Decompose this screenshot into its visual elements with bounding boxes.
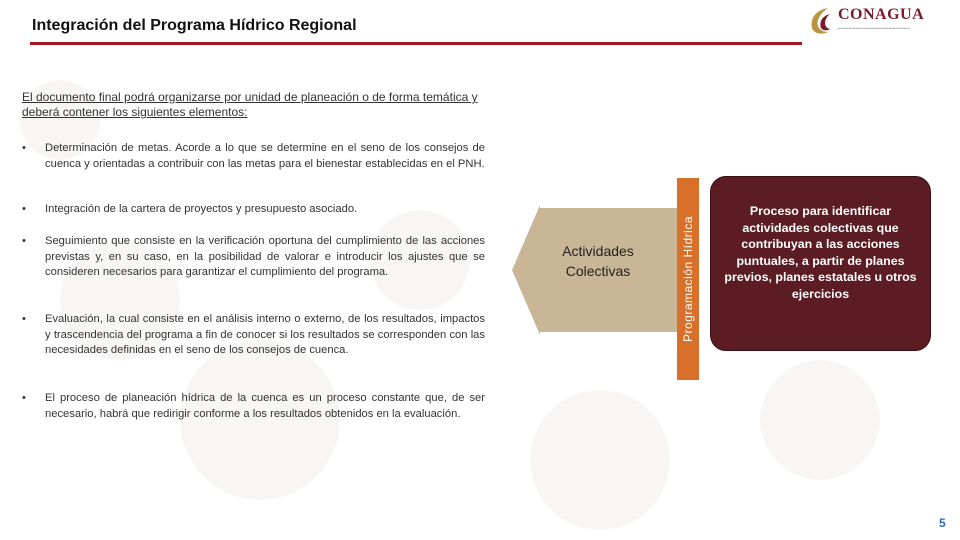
bullet-icon: • (22, 203, 26, 215)
page-title: Integración del Programa Hídrico Regional (32, 17, 357, 34)
conagua-logo (806, 4, 956, 38)
list-item: • Determinación de metas. Acorde a lo que se determine en el seno de los consejos de cuenca y orientadas a contribuir con las metas para el bienestar establecidas en el PNH. (22, 142, 485, 170)
bullet-icon: • (22, 313, 26, 325)
intro-paragraph: El documento final podrá organizarse por unidad de planeación o de forma temática y deberá contener los siguientes elementos: (22, 90, 478, 119)
conagua-emblem-icon (806, 4, 836, 36)
page-number: 5 (939, 516, 946, 530)
list-item: • Seguimiento que consiste en la verificación oportuna del cumplimiento de las acciones previstas y, en su caso, en la posibilidad de valorar e introducir los ajustes que se consideren necesarios para garantizar el cumplimiento del programa. (22, 235, 485, 278)
programacion-hidrica-bar (677, 178, 699, 380)
vertical-bar-label: Programación Hídrica (681, 215, 695, 343)
process-box (710, 176, 931, 351)
bullet-icon: • (22, 142, 26, 154)
list-item: • Integración de la cartera de proyectos y presupuesto asociado. (22, 202, 485, 218)
bullet-icon: • (22, 235, 26, 247)
process-box-text: Proceso para identificar actividades colectivas que contribuyan a las acciones puntuales, a partir de planes previos, planes estatales u otros ejercicios (724, 204, 917, 301)
title-underline (30, 42, 802, 45)
logo-subtitle: ━━━━━━━━━━━━━━━━━━━━ (838, 26, 911, 32)
arrow-label: Actividades Colectivas (562, 243, 634, 279)
list-item: • Evaluación, la cual consiste en el análisis interno o externo, de los resultados, impactos y trascendencia del programa a fin de conocer si los resultados se corresponden con las necesidades definidas en el seno de los consejos de cuenca. (22, 313, 485, 356)
logo-wordmark: CONAGUA (838, 6, 925, 23)
bullet-icon: • (22, 392, 26, 404)
list-item: • El proceso de planeación hídrica de la cuenca es un proceso constante que, de ser necesario, habrá que redirigir conforme a los resultados obtenidos en la evaluación. (22, 392, 485, 420)
